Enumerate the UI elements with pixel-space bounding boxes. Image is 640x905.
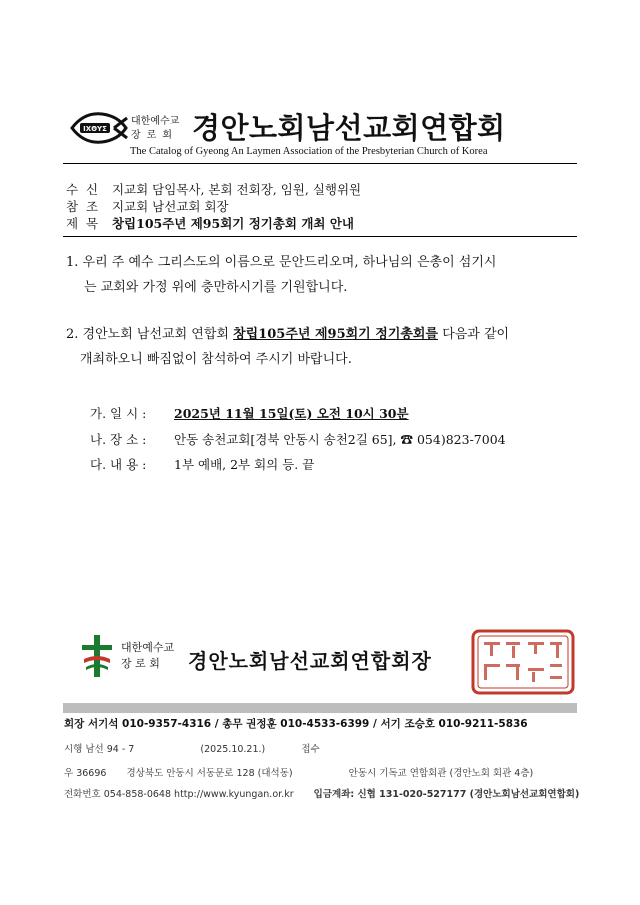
building-address: 안동시 기독교 연합회관 (경안노회 회관 4층)	[348, 768, 534, 779]
paragraph-greeting	[66, 250, 496, 300]
notice-line2: 개최하오니 빠짐없이 참석하여 주시기 바랍니다.	[80, 352, 352, 367]
detail-content-label: 다. 내 용 :	[90, 457, 147, 472]
org-denomination-line1: 대한예수교	[131, 116, 180, 127]
document-date: (2025.10.21.)	[200, 744, 266, 755]
detail-location-value: 안동 송천교회[경북 안동시 송천2길 65], ☎ 054)823-7004	[174, 432, 506, 447]
detail-location	[90, 430, 506, 448]
meta-reference	[66, 197, 229, 215]
org-denomination-line2: 장로회	[131, 130, 178, 141]
bank-account: 입금계좌: 신협 131-020-527177 (경안노회남선교회연합회)	[313, 789, 580, 800]
meta-subject	[66, 214, 354, 232]
document-number-row	[64, 741, 320, 755]
org-title: 경안노회남선교회연합회	[192, 111, 506, 145]
address-row	[64, 765, 533, 779]
street-address: 경상북도 안동시 서동문로 128 (대석동)	[126, 768, 293, 779]
reference-value: 지교회 남선교회 회장	[111, 199, 229, 214]
ichthys-fish-icon	[70, 110, 128, 146]
meta-recipient	[66, 180, 361, 198]
signature-denomination-line1: 대한예수교	[121, 641, 175, 654]
document-number: 시행 남선 94 - 7	[64, 744, 135, 755]
phone-website: 전화번호 054-858-0648 http://www.kyungan.or.kr	[64, 789, 294, 800]
subject-value: 창립105주년 제95회기 정기총회 개최 안내	[111, 216, 355, 231]
notice-emphasis: 창립105주년 제95회기 정기총회를	[233, 327, 439, 342]
detail-location-label: 나. 장 소 :	[90, 432, 147, 447]
signature-denomination	[121, 640, 174, 672]
detail-content	[90, 455, 314, 473]
postal-code: 우 36696	[64, 768, 107, 779]
recipient-label: 수 신	[66, 182, 101, 197]
detail-datetime	[90, 404, 409, 422]
church-cross-logo-icon	[78, 633, 116, 679]
greeting-line1: 1. 우리 주 예수 그리스도의 이름으로 문안드리오며, 하나님의 은총이 섬기시	[66, 255, 497, 270]
notice-suffix: 다음과 같이	[438, 327, 510, 342]
detail-datetime-value: 2025년 11월 15일(토) 오전 10시 30분	[174, 406, 409, 421]
logo-text: IXΘYΣ	[83, 125, 107, 133]
detail-content-value: 1부 예배, 2부 회의 등. 끝	[174, 457, 315, 472]
detail-datetime-label: 가. 일 시 :	[90, 406, 147, 421]
paragraph-notice	[66, 322, 509, 372]
recipient-value: 지교회 담임목사, 본회 전회장, 임원, 실행위원	[111, 182, 362, 197]
contact-row	[64, 786, 579, 800]
footer-band	[63, 703, 577, 713]
org-denomination	[131, 115, 179, 143]
org-english-name: The Catalog of Gyeong An Laymen Association of the Presbyterian Church of Korea	[130, 146, 488, 157]
notice-prefix: 2. 경안노회 남선교회 연합회	[66, 327, 234, 342]
official-seal-stamp	[470, 628, 576, 696]
greeting-line2: 는 교회와 가정 위에 충만하시기를 기원합니다.	[84, 280, 348, 295]
meta-divider	[63, 236, 577, 237]
receipt-label: 접수	[301, 744, 320, 755]
header-divider	[63, 163, 577, 164]
reference-label: 참 조	[66, 199, 101, 214]
signature-title: 경안노회남선교회연합회장	[188, 649, 432, 673]
subject-label: 제 목	[66, 216, 101, 231]
signature-denomination-line2: 장 로 회	[121, 657, 160, 670]
officer-contacts: 회장 서기석 010-9357-4316 / 총무 권정훈 010-4533-6399 / 서기 조승호 010-9211-5836	[64, 718, 528, 730]
